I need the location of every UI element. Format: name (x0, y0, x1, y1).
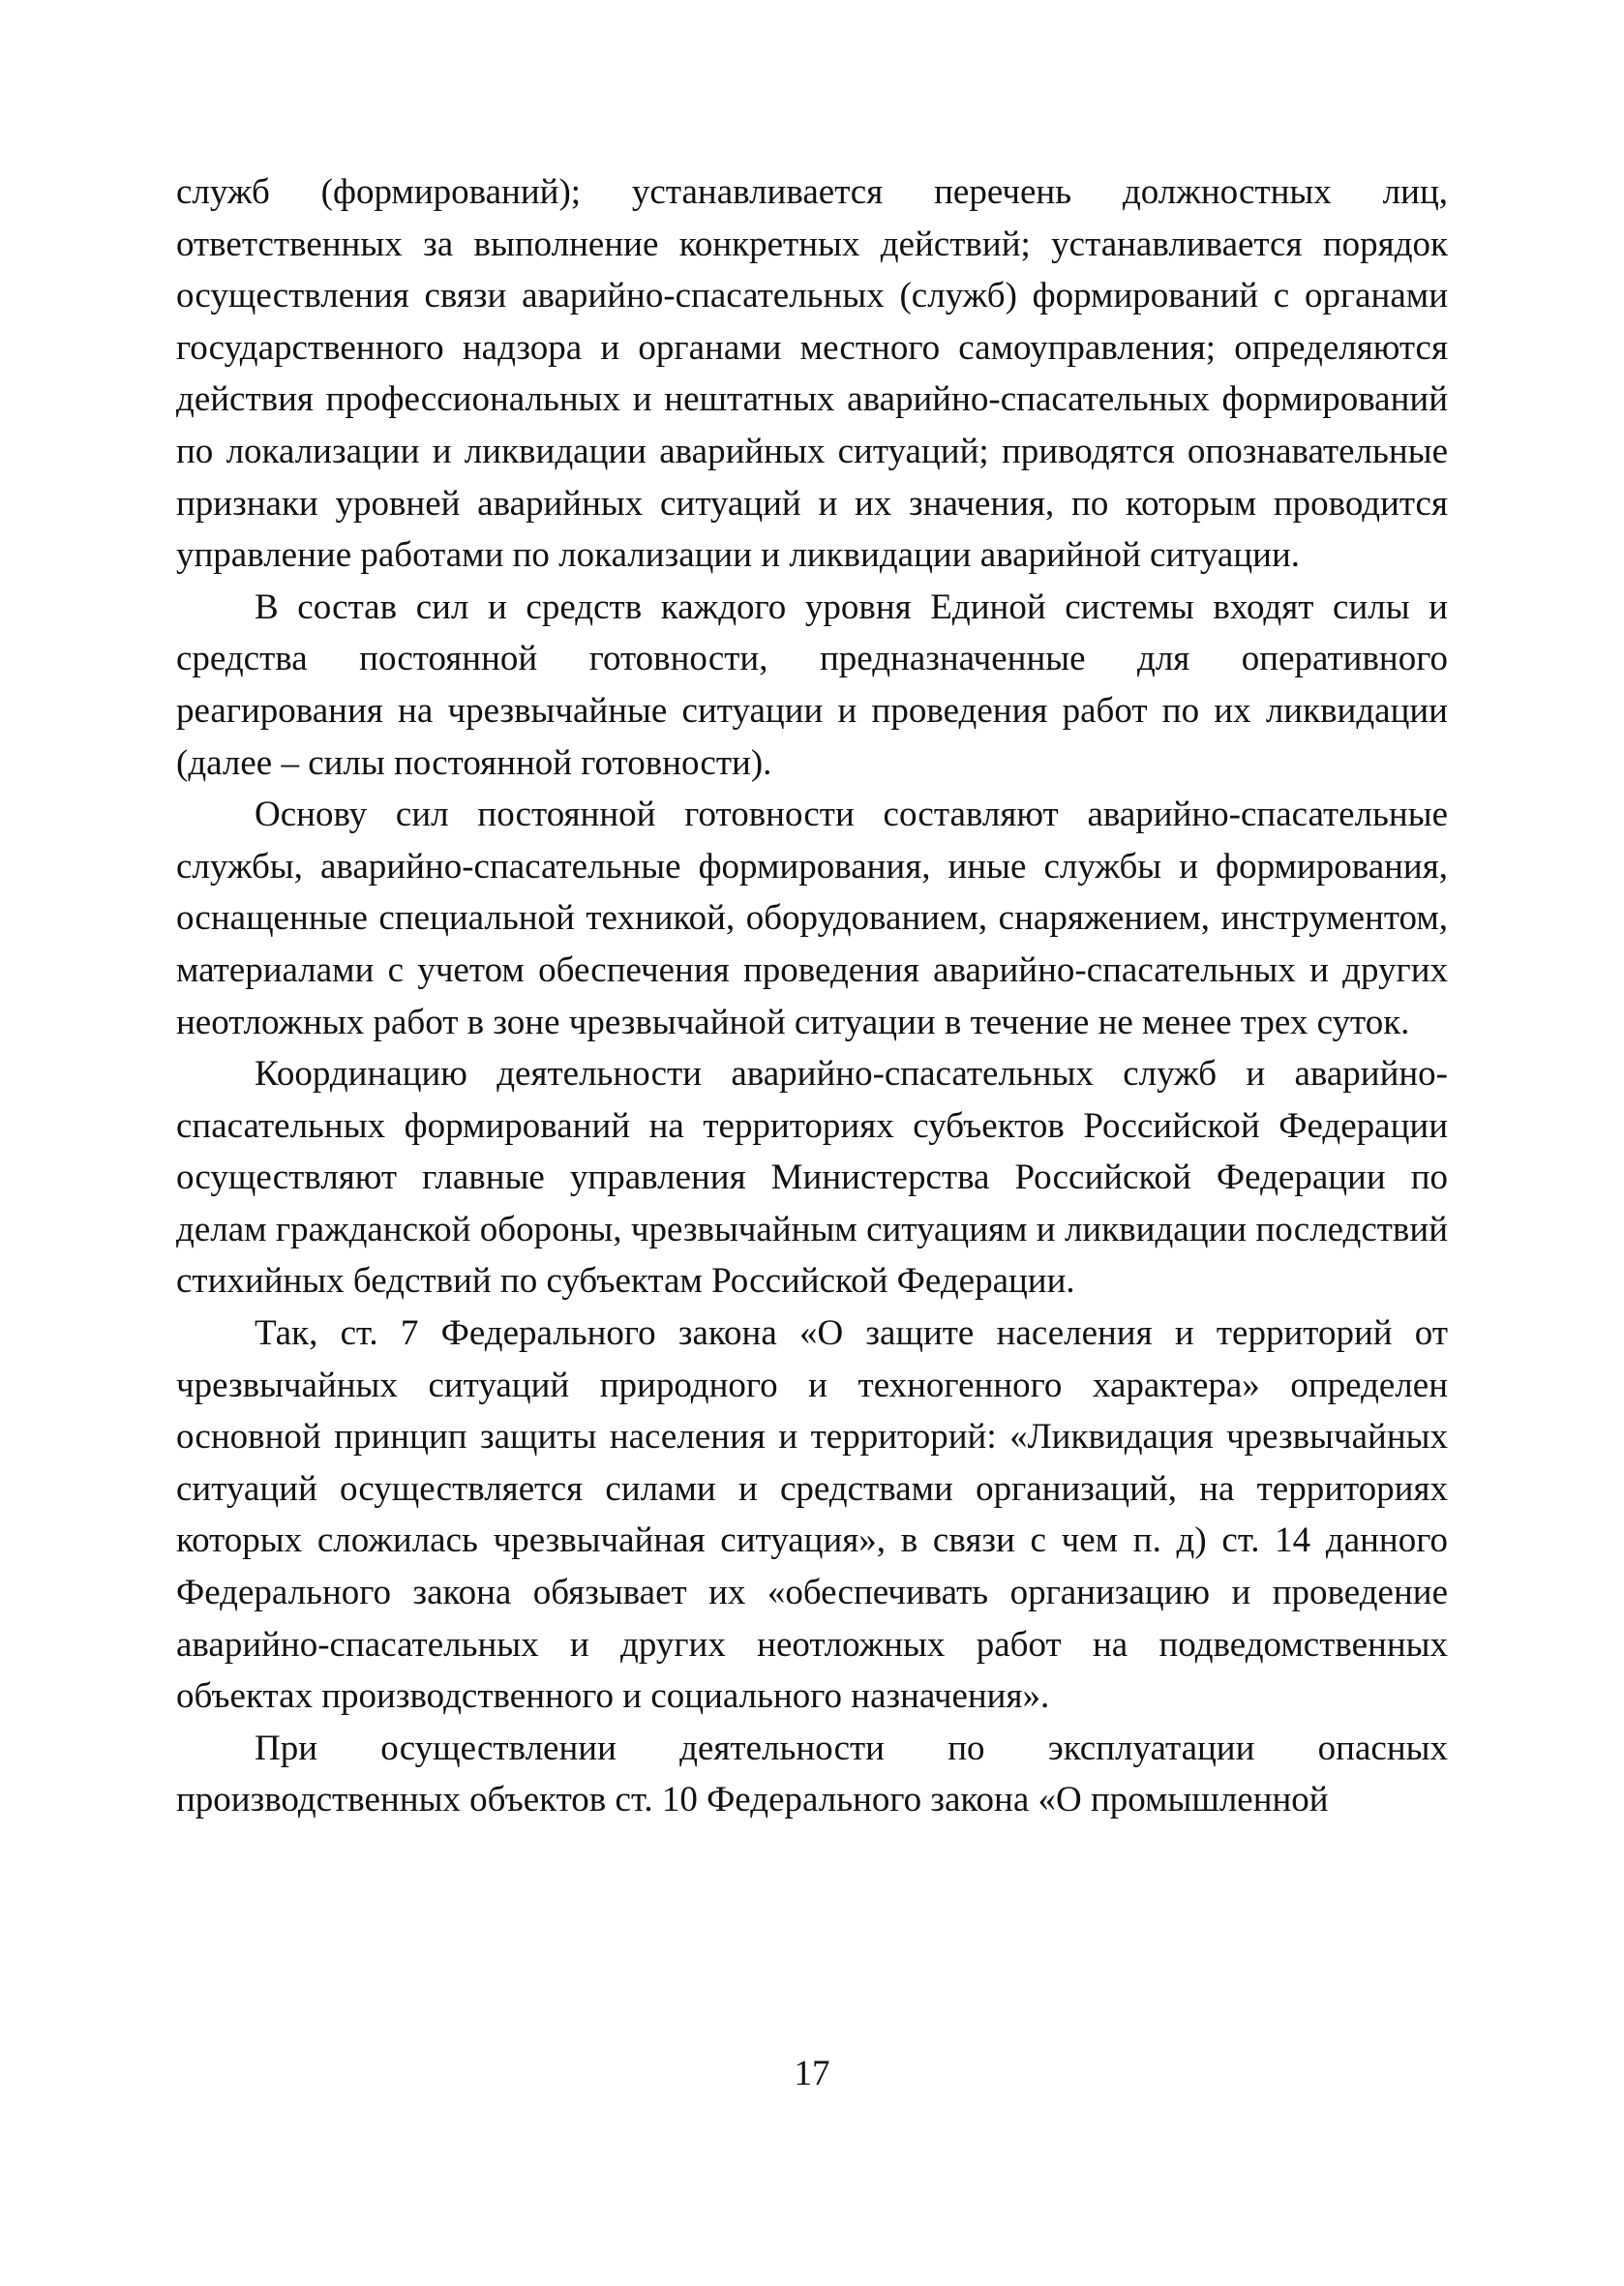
body-text (176, 166, 1448, 1826)
page-number: 17 (794, 2054, 830, 2093)
paragraph-continuation: служб (формирований); устанавливается перечень должностных лиц, ответственных за выполнение конкретных действий; устанавливается порядок осуществления связи аварийно-спасательных (служб) формирований с органами государственного надзора и органами местного самоуправления; определяются действия профессиональных и нештатных аварийно-спасательных формирований по локализации и ликвидации аварийных ситуаций; приводятся опознавательные признаки уровней аварийных ситуаций и их значения, по которым проводится управление работами по локализации и ликвидации аварийной ситуации. (176, 172, 1448, 576)
paragraph: Основу сил постоянной готовности составляют аварийно-спасательные службы, аварийно-спасательные формирования, иные службы и формирования, оснащенные специальной техникой, оборудованием, снаряжением, инструментом, материалами с учетом обеспечения проведения аварийно-спасательных и других неотложных работ в зоне чрезвычайной ситуации в течение не менее трех суток. (176, 795, 1448, 1042)
paragraph: В состав сил и средств каждого уровня Единой системы входят силы и средства постоянной готовности, предназначенные для оперативного реагирования на чрезвычайные ситуации и проведения работ по их ликвидации (далее – силы постоянной готовности). (176, 587, 1448, 783)
paragraph: Координацию деятельности аварийно-спасательных служб и аварийно-спасательных формирований на территориях субъектов Российской Федерации осуществляют главные управления Министерства Российской Федерации по делам гражданской обороны, чрезвычайным ситуациям и ликвидации последствий стихийных бедствий по субъектам Российской Федерации. (176, 1054, 1448, 1302)
paragraph-continued: При осуществлении деятельности по эксплуатации опасных производственных объектов ст. 10 Федерального закона «О промышленной (176, 1728, 1448, 1820)
paragraph: Так, ст. 7 Федерального закона «О защите населения и территорий от чрезвычайных ситуаций природного и техногенного характера» определен основной принцип защиты населения и территорий: «Ликвидация чрезвычайных ситуаций осуществляется силами и средствами организаций, на территориях которых сложилась чрезвычайная ситуация», в связи с чем п. д) ст. 14 данного Федерального закона обязывает их «обеспечивать организацию и проведение аварийно-спасательных и других неотложных работ на подведомственных объектах производственного и социального назначения». (176, 1313, 1448, 1717)
